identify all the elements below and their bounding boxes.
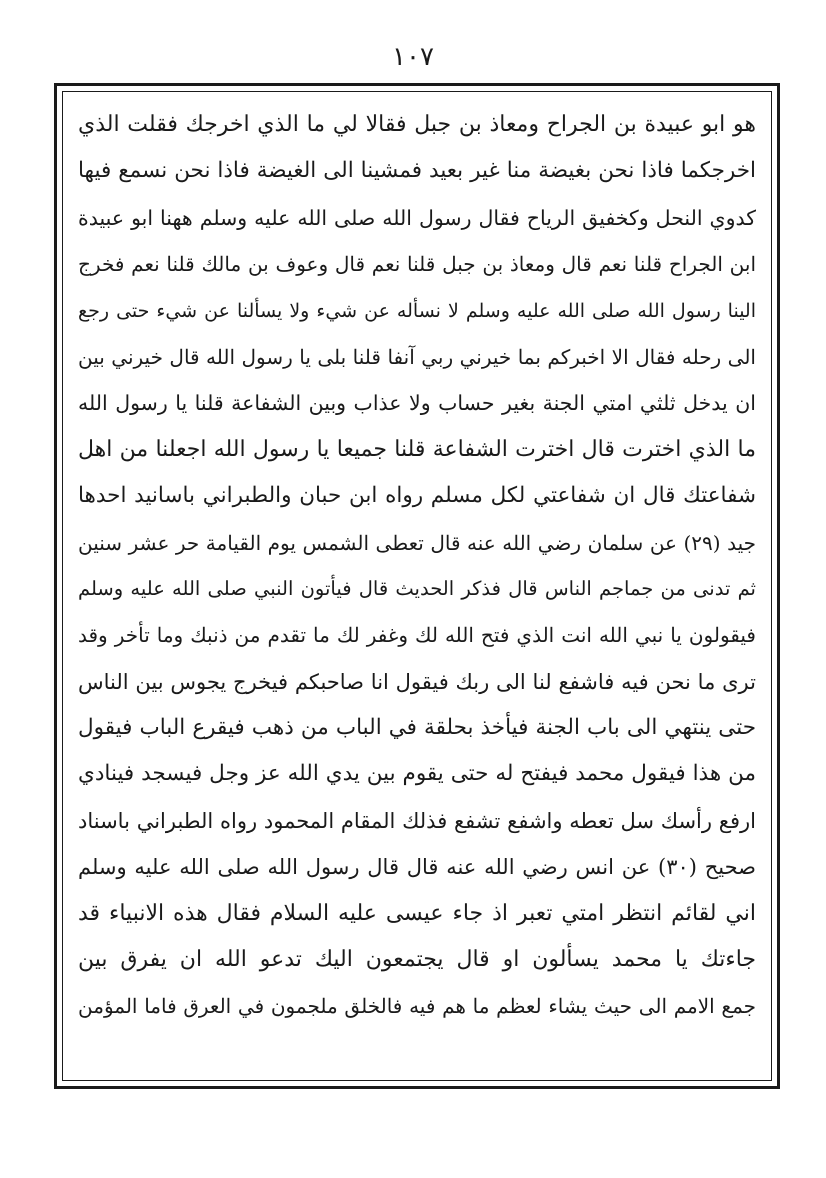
- text-line: من هذا فيقول محمد فيفتح له حتى يقوم بين يدي الله عز وجل فيسجد فينادي: [78, 761, 756, 787]
- text-line: ان يدخل ثلثي امتي الجنة بغير حساب ولا عذاب وبين الشفاعة قلنا يا رسول الله: [78, 391, 756, 416]
- text-line: هو ابو عبيدة بن الجراح ومعاذ بن جبل فقالا لي ما الذي اخرجك فقلت الذي: [78, 112, 756, 137]
- text-line: الينا رسول الله صلى الله عليه وسلم لا نسأله عن شيء ولا يسألنا عن شيء حتى رجع: [78, 299, 756, 322]
- text-line: اخرجكما فاذا نحن بغيضة منا غير بعيد فمشينا الى الغيضة فاذا نحن نسمع فيها: [78, 158, 756, 184]
- text-line: جيد (٢٩) عن سلمان رضي الله عنه قال تعطى الشمس يوم القيامة حر عشر سنين: [78, 530, 756, 555]
- text-line: صحيح (٣٠) عن انس رضي الله عنه قال قال رسول الله صلى الله عليه وسلم: [78, 855, 756, 880]
- text-line: ابن الجراح قلنا نعم قال ومعاذ بن جبل قلنا نعم قال وعوف بن مالك قلنا نعم فخرج: [78, 252, 756, 277]
- text-line: كدوي النحل وكخفيق الرياح فقال رسول الله صلى الله عليه وسلم ههنا ابو عبيدة: [78, 205, 756, 230]
- text-line: شفاعتك قال ان شفاعتي لكل مسلم رواه ابن حبان والطبراني باسانيد احدها: [78, 483, 756, 509]
- text-line: ما الذي اخترت قال اخترت الشفاعة قلنا جميعا يا رسول الله اجعلنا من اهل: [78, 436, 756, 462]
- page-number: ١٠٧: [392, 42, 434, 72]
- text-line: ارفع رأسك سل تعطه واشفع تشفع فذلك المقام المحمود رواه الطبراني باسناد: [78, 808, 756, 833]
- body-text: [78, 102, 756, 1030]
- text-line: جاءتك يا محمد يسألون او قال يجتمعون اليك تدعو الله ان يفرق بين: [78, 947, 756, 973]
- text-line: اني لقائم انتظر امتي تعبر اذ جاء عيسى عليه السلام فقال هذه الانبياء قد: [78, 900, 756, 926]
- text-line: جمع الامم الى حيث يشاء لعظم ما هم فيه فالخلق ملجمون في العرق فاما المؤمن: [78, 994, 756, 1019]
- text-line: ترى ما نحن فيه فاشفع لنا الى ربك فيقول انا صاحبكم فيخرج يجوس بين الناس: [78, 669, 756, 694]
- text-line: فيقولون يا نبي الله انت الذي فتح الله لك وغفر لك ما تقدم من ذنبك وما تأخر وقد: [78, 623, 756, 648]
- text-line: حتى ينتهي الى باب الجنة فيأخذ بحلقة في الباب من ذهب فيقرع الباب فيقول: [78, 715, 756, 741]
- text-line: ثم تدنى من جماجم الناس قال فذكر الحديث قال فيأتون النبي صلى الله عليه وسلم: [78, 576, 756, 600]
- text-line: الى رحله فقال الا اخبركم بما خيرني ربي آنفا قلنا بلى يا رسول الله قال خيرني بين: [78, 344, 756, 369]
